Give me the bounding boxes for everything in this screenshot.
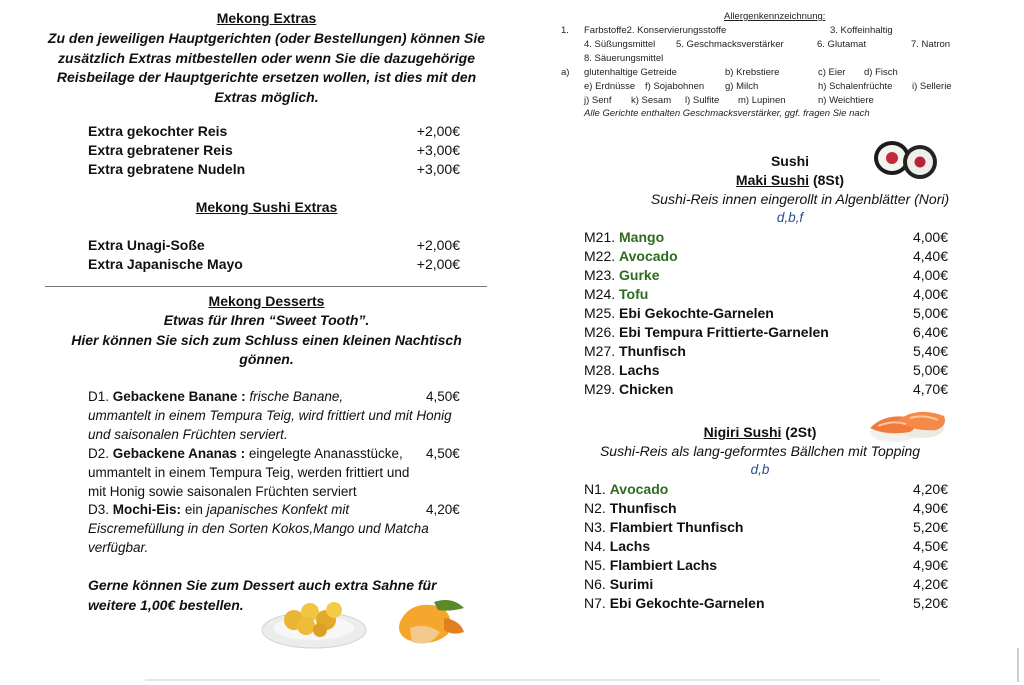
allergen-j: j) Senf <box>584 95 612 106</box>
extra-item-price: +3,00€ <box>416 161 460 177</box>
allergen-8: 8. Säuerungsmittel <box>584 53 664 64</box>
nigiri-item-price: 5,20€ <box>912 595 948 611</box>
maki-item-price: 4,00€ <box>912 267 948 283</box>
nigiri-title: Nigiri Sushi (2St) <box>703 424 817 440</box>
maki-item-price: 5,00€ <box>912 305 948 321</box>
allergen-f: f) Sojabohnen <box>645 81 705 92</box>
nigiri-desc: Sushi-Reis als lang-geformtes Bällchen mit Topping <box>599 443 921 459</box>
item-code: N6. <box>584 576 606 592</box>
item-code: M29. <box>584 381 616 397</box>
item-name: Avocado <box>609 481 669 497</box>
nigiri-item-price: 4,90€ <box>912 557 948 573</box>
maki-item-price: 5,40€ <box>912 343 948 359</box>
nigiri-item-price: 4,20€ <box>912 576 948 592</box>
allergen-7: 7. Natron <box>911 39 951 50</box>
allergen-e: e) Erdnüsse <box>584 81 636 92</box>
item-name: Surimi <box>609 576 654 592</box>
nigiri-item-price: 4,20€ <box>912 481 948 497</box>
allergen-6: 6. Glutamat <box>817 39 867 50</box>
extras-intro: Zu den jeweiligen Hauptgerichten (oder Bestellungen) können Sie zusätzlich Extras mitbestellen oder wenn Sie die dazugehörige Reisbeilage der Hauptgerichte ersetzen wollen, ist dies mit den Extras möglich. <box>47 30 486 105</box>
nigiri-item <box>584 556 717 575</box>
item-name: Ebi Gekochte-Garnelen <box>609 595 765 611</box>
item-name: Chicken <box>619 381 674 397</box>
sushi-extra-name: Extra Unagi-Soße <box>88 237 205 253</box>
item-code: M26. <box>584 324 616 340</box>
item-name: Flambiert Thunfisch <box>609 519 744 535</box>
item-name: Lachs <box>609 538 651 554</box>
extras-title: Mekong Extras <box>216 10 317 26</box>
item-code: M25. <box>584 305 616 321</box>
maki-item <box>584 304 774 323</box>
nigiri-item-price: 5,20€ <box>912 519 948 535</box>
allergen-h: h) Schalenfrüchte <box>818 81 893 92</box>
item-code: M23. <box>584 267 616 283</box>
maki-item-price: 4,00€ <box>912 286 948 302</box>
item-name: Gurke <box>619 267 660 283</box>
allergen-m: m) Lupinen <box>738 95 786 106</box>
item-code: M22. <box>584 248 616 264</box>
allergen-n: n) Weichtiere <box>818 95 874 106</box>
item-code: N4. <box>584 538 606 554</box>
item-code: N1. <box>584 481 606 497</box>
allergen-d: d) Fisch <box>864 67 898 78</box>
item-code: M27. <box>584 343 616 359</box>
mango-image <box>390 592 470 652</box>
dessert-note: Gerne können Sie zum Dessert auch extra Sahne für weitere 1,00€ bestellen. <box>88 577 437 613</box>
allergen-g: g) Milch <box>725 81 759 92</box>
sushi-extra-name: Extra Japanische Mayo <box>88 256 243 272</box>
desserts-title: Mekong Desserts <box>208 293 325 309</box>
maki-image <box>872 136 940 184</box>
allergen-c: c) Eier <box>818 67 846 78</box>
item-code: N7. <box>584 595 606 611</box>
dessert-d1-price: 4,50€ <box>426 389 460 404</box>
nigiri-item <box>584 537 650 556</box>
allergen-3: 3. Koffeinhaltig <box>830 25 893 36</box>
extra-item-price: +2,00€ <box>416 123 460 139</box>
nigiri-item <box>584 518 743 537</box>
allergens-title: Allergenkennzeichnung: <box>724 11 826 22</box>
dessert-d3-price: 4,20€ <box>426 502 460 517</box>
item-name: Tofu <box>619 286 649 302</box>
desserts-intro: Hier können Sie sich zum Schluss einen kleinen Nachtisch gönnen. <box>71 332 462 367</box>
section-divider <box>45 286 487 287</box>
nigiri-allergens: d,b <box>750 462 770 477</box>
allergen-a: glutenhaltige Getreide <box>584 67 677 78</box>
sushi-extras-title: Mekong Sushi Extras <box>195 199 338 215</box>
allergen-5: 5. Geschmacksverstärker <box>676 39 784 50</box>
maki-item <box>584 323 829 342</box>
sushi-heading: Sushi <box>770 153 810 169</box>
item-code: M24. <box>584 286 616 302</box>
item-code: N5. <box>584 557 606 573</box>
item-name: Thunfisch <box>609 500 677 516</box>
item-name: Ebi Gekochte-Garnelen <box>619 305 774 321</box>
maki-item <box>584 342 686 361</box>
item-code: M21. <box>584 229 616 245</box>
dessert-d3-desc: Eiscremefüllung in den Sorten Kokos,Mango und Matcha verfügbar. <box>88 521 429 555</box>
item-code: N3. <box>584 519 606 535</box>
maki-item <box>584 380 673 399</box>
dessert-d1: D1. Gebackene Banane : frische Banane, <box>88 389 344 404</box>
item-name: Lachs <box>619 362 660 378</box>
item-name: Flambiert Lachs <box>609 557 718 573</box>
page-edge <box>1017 648 1019 682</box>
dessert-d3: D3. Mochi-Eis: ein japanisches Konfekt mit <box>88 502 350 517</box>
desserts-subtitle: Etwas für Ihren “Sweet Tooth”. <box>163 312 370 328</box>
maki-title: Maki Sushi (8St) <box>735 172 845 188</box>
maki-item <box>584 266 659 285</box>
item-name: Ebi Tempura Frittierte-Garnelen <box>619 324 829 340</box>
maki-item <box>584 285 648 304</box>
fried-banana-image <box>258 590 370 652</box>
maki-item <box>584 228 664 247</box>
nigiri-item <box>584 499 677 518</box>
nigiri-item-price: 4,90€ <box>912 500 948 516</box>
extra-item-name: Extra gebratener Reis <box>88 142 233 158</box>
maki-item <box>584 361 659 380</box>
allergens-note: Alle Gerichte enthalten Geschmacksverstärker, ggf. fragen Sie nach <box>584 108 870 119</box>
item-code: M28. <box>584 362 616 378</box>
dessert-d2-price: 4,50€ <box>426 446 460 461</box>
maki-allergens: d,b,f <box>776 210 804 225</box>
nigiri-item <box>584 594 765 613</box>
allergen-i: i) Sellerie <box>912 81 952 92</box>
maki-item-price: 5,00€ <box>912 362 948 378</box>
allergen-b: b) Krebstiere <box>725 67 780 78</box>
nigiri-item <box>584 575 653 594</box>
extra-item-price: +3,00€ <box>416 142 460 158</box>
maki-item-price: 4,00€ <box>912 229 948 245</box>
extra-item-name: Extra gekochter Reis <box>88 123 228 139</box>
allergen-4: 4. Süßungsmittel <box>584 39 656 50</box>
allergen-letter: a) <box>561 67 570 78</box>
allergen-k: k) Sesam <box>631 95 672 106</box>
dessert-d2: D2. Gebackene Ananas : eingelegte Ananasstücke, <box>88 446 403 461</box>
nigiri-item <box>584 480 668 499</box>
item-code: N2. <box>584 500 606 516</box>
allergen-l: l) Sulfite <box>685 95 720 106</box>
allergen-number: 1. <box>561 25 569 36</box>
allergen-1-2: Farbstoffe2. Konservierungsstoffe <box>584 25 727 36</box>
bottom-divider <box>145 679 880 681</box>
nigiri-item-price: 4,50€ <box>912 538 948 554</box>
item-name: Thunfisch <box>619 343 686 359</box>
maki-item-price: 4,70€ <box>912 381 948 397</box>
dessert-d2-desc: ummantelt in einem Tempura Teig, werden frittiert und mit Honig sowie saisonalen Früchten serviert <box>88 465 410 499</box>
sushi-extra-price: +2,00€ <box>416 256 460 272</box>
item-name: Avocado <box>619 248 678 264</box>
extra-item-name: Extra gebratene Nudeln <box>88 161 246 177</box>
sushi-extra-price: +2,00€ <box>416 237 460 253</box>
maki-desc: Sushi-Reis innen eingerollt in Algenblätter (Nori) <box>650 191 950 207</box>
item-name: Mango <box>619 229 665 245</box>
maki-item <box>584 247 678 266</box>
dessert-d1-desc: ummantelt in einem Tempura Teig, wird frittiert und mit Honig und saisonalen Früchten serviert. <box>88 408 452 442</box>
maki-item-price: 4,40€ <box>912 248 948 264</box>
maki-item-price: 6,40€ <box>912 324 948 340</box>
